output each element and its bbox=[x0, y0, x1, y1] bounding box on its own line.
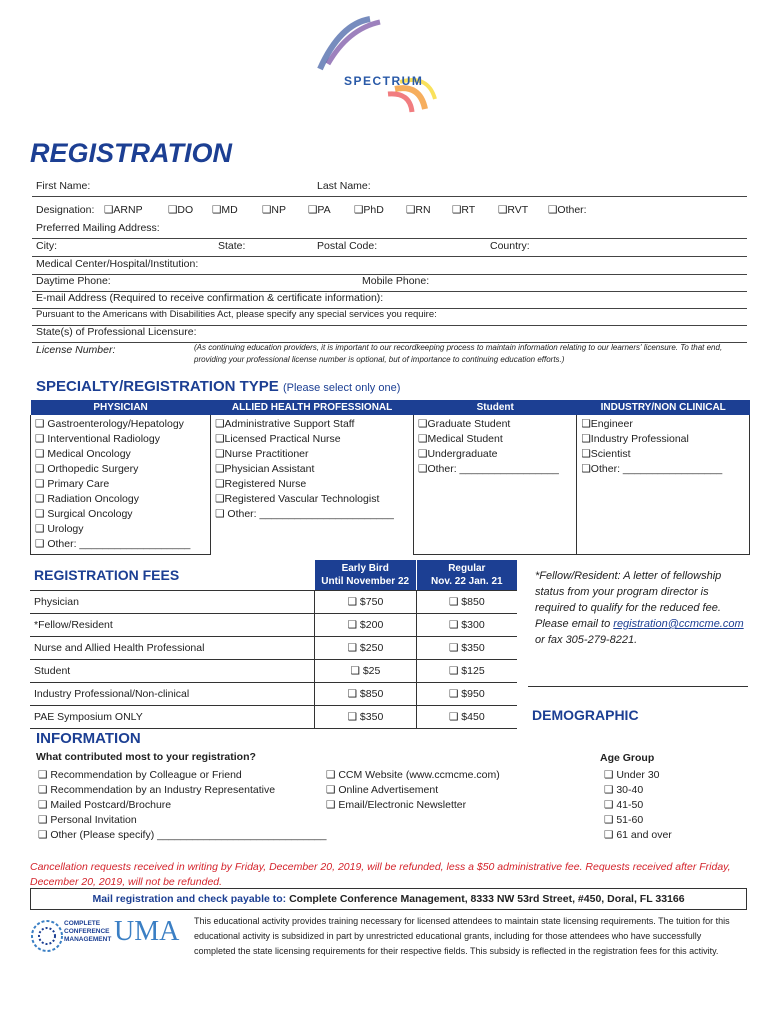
fee-regular-option[interactable]: ❑ $300 bbox=[416, 614, 517, 637]
designation-do[interactable]: ❑DO bbox=[168, 204, 194, 216]
info-postcard[interactable]: ❑ Mailed Postcard/Brochure bbox=[38, 799, 172, 811]
option-industry-professional[interactable]: ❑Industry Professional bbox=[581, 433, 689, 445]
option-medical-student[interactable]: ❑Medical Student bbox=[418, 433, 503, 445]
designation-phd[interactable]: ❑PhD bbox=[354, 204, 384, 216]
license-note: (As continuing education providers, it is important to our recordkeeping process to maintain information relating to our learners' licensure. To that end, providing your professional license number is optional, but of importance to continuing education efforts.) bbox=[194, 343, 723, 364]
fee-label: Industry Professional/Non-clinical bbox=[30, 683, 315, 706]
fee-early-option[interactable]: ❑ $850 bbox=[315, 683, 416, 706]
fee-early-option[interactable]: ❑ $200 bbox=[315, 614, 416, 637]
option-interventional-radiology[interactable]: ❑ Interventional Radiology bbox=[35, 433, 160, 445]
spectrum-logo-graphic bbox=[300, 14, 450, 114]
fee-row bbox=[30, 683, 517, 706]
option-np[interactable]: ❑Nurse Practitioner bbox=[215, 448, 309, 460]
option-student-other[interactable]: ❑Other: _________________ bbox=[418, 463, 559, 475]
postal-label: Postal Code: bbox=[317, 240, 378, 252]
logo-text: SPECTRUM bbox=[344, 74, 424, 88]
designation-label: Designation: bbox=[36, 204, 95, 216]
info-industry-rep[interactable]: ❑ Recommendation by an Industry Representative bbox=[38, 784, 276, 796]
option-surgical-oncology[interactable]: ❑ Surgical Oncology bbox=[35, 508, 133, 520]
designation-arnp[interactable]: ❑ARNP bbox=[104, 204, 143, 216]
fee-label: Student bbox=[30, 660, 315, 683]
info-colleague[interactable]: ❑ Recommendation by Colleague or Friend bbox=[38, 769, 242, 781]
info-online-ad[interactable]: ❑ Online Advertisement bbox=[326, 784, 439, 796]
fee-row bbox=[30, 660, 517, 683]
option-rvt[interactable]: ❑Registered Vascular Technologist bbox=[215, 493, 380, 505]
option-scientist[interactable]: ❑Scientist bbox=[581, 448, 631, 460]
medical-center-label: Medical Center/Hospital/Institution: bbox=[36, 258, 199, 270]
info-email-newsletter[interactable]: ❑ Email/Electronic Newsletter bbox=[326, 799, 467, 811]
city-label: City: bbox=[36, 240, 57, 252]
fee-early-option[interactable]: ❑ $250 bbox=[315, 637, 416, 660]
ccm-text: COMPLETE CONFERENCE MANAGEMENT bbox=[64, 920, 112, 943]
designation-other[interactable]: ❑Other: bbox=[548, 204, 587, 216]
cancellation-policy: Cancellation requests received in writing by Friday, December 20, 2019, will be refunded, less a $50 administrative fee. Requests received after Friday, December 20, 2019, will not be refunded. bbox=[30, 861, 731, 888]
footer-disclaimer: This educational activity provides training necessary for licensed attendees to maintain state licensing requirements. The tuition for this educational activity is subsidized in part by unrestricted educational grants, including for those attendees who have successfully completed the state licensing requirements for their respective fields. This subsidy is reflected in the registration fees for this activity. bbox=[194, 916, 730, 956]
fee-label: PAE Symposium ONLY bbox=[30, 706, 315, 729]
fee-row bbox=[30, 614, 517, 637]
option-medical-oncology[interactable]: ❑ Medical Oncology bbox=[35, 448, 131, 460]
fellow-note-tail: or fax 305-279-8221. bbox=[535, 634, 638, 646]
option-lpn[interactable]: ❑Licensed Practical Nurse bbox=[215, 433, 341, 445]
license-row bbox=[32, 342, 747, 368]
option-radiation-oncology[interactable]: ❑ Radiation Oncology bbox=[35, 493, 139, 505]
registration-email-link[interactable]: registration@ccmcme.com bbox=[613, 618, 744, 630]
fees-heading: REGISTRATION FEES bbox=[34, 567, 180, 583]
country-label: Country: bbox=[490, 240, 530, 252]
option-orthopedic-surgery[interactable]: ❑ Orthopedic Surgery bbox=[35, 463, 139, 475]
name-row bbox=[32, 180, 747, 197]
designation-rn[interactable]: ❑RN bbox=[406, 204, 431, 216]
specialty-heading: SPECIALTY/REGISTRATION TYPE (Please select only one) bbox=[36, 378, 401, 395]
designation-pa[interactable]: ❑PA bbox=[308, 204, 331, 216]
fee-early-option[interactable]: ❑ $25 bbox=[315, 660, 416, 683]
ada-label: Pursuant to the Americans with Disabilities Act, please specify any special services you require: bbox=[36, 309, 437, 320]
designation-rt[interactable]: ❑RT bbox=[452, 204, 476, 216]
fee-label: Nurse and Allied Health Professional bbox=[30, 637, 315, 660]
designation-md[interactable]: ❑MD bbox=[212, 204, 238, 216]
email-label: E-mail Address (Required to receive confirmation & certificate information): bbox=[36, 292, 384, 304]
mailing-row bbox=[32, 222, 747, 239]
option-gastro[interactable]: ❑ Gastroenterology/Hepatology bbox=[35, 418, 184, 430]
mailing-label: Preferred Mailing Address: bbox=[36, 222, 160, 234]
fees-table bbox=[30, 560, 517, 729]
fee-row bbox=[30, 706, 517, 729]
age-61-over[interactable]: ❑ 61 and over bbox=[604, 829, 672, 841]
information-question: What contributed most to your registration? bbox=[36, 751, 256, 763]
ccm-uma-logo bbox=[30, 914, 185, 958]
ccm-globe-icon bbox=[30, 916, 64, 956]
designation-np[interactable]: ❑NP bbox=[262, 204, 286, 216]
allied-header: ALLIED HEALTH PROFESSIONAL bbox=[211, 400, 414, 415]
age-under-30[interactable]: ❑ Under 30 bbox=[604, 769, 660, 781]
fellow-note-text: *Fellow/Resident: A letter of fellowship status from your program director is required to qualify for the reduced fee. Please email to bbox=[535, 570, 722, 630]
demographic-heading: DEMOGRAPHIC bbox=[532, 707, 639, 723]
fellow-note bbox=[535, 568, 745, 648]
mobile-phone-label: Mobile Phone: bbox=[362, 275, 430, 287]
mail-address: Complete Conference Management, 8333 NW 53rd Street, #450, Doral, FL 33166 bbox=[289, 893, 685, 905]
licensure-row bbox=[32, 326, 747, 343]
age-51-60[interactable]: ❑ 51-60 bbox=[604, 814, 644, 826]
phone-row bbox=[32, 275, 747, 292]
early-bird-header: Early Bird Until November 22 bbox=[315, 560, 416, 591]
medical-center-row bbox=[32, 258, 747, 275]
fee-row bbox=[30, 591, 517, 614]
fee-label: Physician bbox=[30, 591, 315, 614]
fee-row bbox=[30, 637, 517, 660]
age-30-40[interactable]: ❑ 30-40 bbox=[604, 784, 644, 796]
information-heading: INFORMATION bbox=[36, 730, 141, 747]
option-admin-support[interactable]: ❑Administrative Support Staff bbox=[215, 418, 355, 430]
fee-early-option[interactable]: ❑ $750 bbox=[315, 591, 416, 614]
last-name-label: Last Name: bbox=[317, 180, 371, 192]
fee-early-option[interactable]: ❑ $350 bbox=[315, 706, 416, 729]
option-physician-other[interactable]: ❑ Other: ___________________ bbox=[35, 538, 191, 550]
mail-label: Mail registration and check payable to: bbox=[92, 893, 287, 905]
physician-header: PHYSICIAN bbox=[31, 400, 211, 415]
age-heading: Age Group bbox=[600, 752, 655, 764]
fee-regular-option[interactable]: ❑ $350 bbox=[416, 637, 517, 660]
info-right-list bbox=[326, 768, 500, 813]
option-primary-care[interactable]: ❑ Primary Care bbox=[35, 478, 110, 490]
age-41-50[interactable]: ❑ 41-50 bbox=[604, 799, 644, 811]
regular-header: Regular Nov. 22 Jan. 21 bbox=[416, 560, 517, 591]
info-invitation[interactable]: ❑ Personal Invitation bbox=[38, 814, 137, 826]
spectrum-logo bbox=[300, 14, 450, 114]
licensure-label: State(s) of Professional Licensure: bbox=[36, 326, 197, 338]
info-left-list bbox=[38, 768, 326, 843]
info-website[interactable]: ❑ CCM Website (www.ccmcme.com) bbox=[326, 769, 500, 781]
designation-row bbox=[32, 204, 747, 220]
daytime-phone-label: Daytime Phone: bbox=[36, 275, 111, 287]
info-other[interactable]: ❑ Other (Please specify) _____________________________ bbox=[38, 829, 327, 841]
option-rn[interactable]: ❑Registered Nurse bbox=[215, 478, 307, 490]
fee-regular-option[interactable]: ❑ $850 bbox=[416, 591, 517, 614]
student-header: Student bbox=[414, 400, 577, 415]
city-row bbox=[32, 240, 747, 257]
mail-instructions bbox=[30, 888, 747, 910]
state-label: State: bbox=[218, 240, 246, 252]
email-row bbox=[32, 292, 747, 309]
option-urology[interactable]: ❑ Urology bbox=[35, 523, 84, 535]
fee-regular-option[interactable]: ❑ $950 bbox=[416, 683, 517, 706]
fee-regular-option[interactable]: ❑ $450 bbox=[416, 706, 517, 729]
uma-text: UMA bbox=[114, 916, 180, 947]
industry-header: INDUSTRY/NON CLINICAL bbox=[577, 400, 750, 415]
fee-regular-option[interactable]: ❑ $125 bbox=[416, 660, 517, 683]
option-graduate-student[interactable]: ❑Graduate Student bbox=[418, 418, 511, 430]
ada-row bbox=[32, 309, 747, 326]
note-divider bbox=[528, 686, 748, 687]
option-industry-other[interactable]: ❑Other: _________________ bbox=[581, 463, 723, 475]
specialty-table bbox=[30, 400, 750, 555]
option-allied-other[interactable]: ❑ Other: _______________________ bbox=[215, 508, 394, 520]
option-undergraduate[interactable]: ❑Undergraduate bbox=[418, 448, 498, 460]
age-list bbox=[604, 768, 672, 843]
designation-rvt[interactable]: ❑RVT bbox=[498, 204, 529, 216]
fee-label: *Fellow/Resident bbox=[30, 614, 315, 637]
specialty-subheading: (Please select only one) bbox=[282, 382, 401, 394]
page-title: REGISTRATION bbox=[30, 138, 232, 168]
option-pa[interactable]: ❑Physician Assistant bbox=[215, 463, 315, 475]
first-name-label: First Name: bbox=[36, 180, 91, 192]
option-engineer[interactable]: ❑Engineer bbox=[581, 418, 633, 430]
license-number-label: License Number: bbox=[36, 344, 116, 356]
